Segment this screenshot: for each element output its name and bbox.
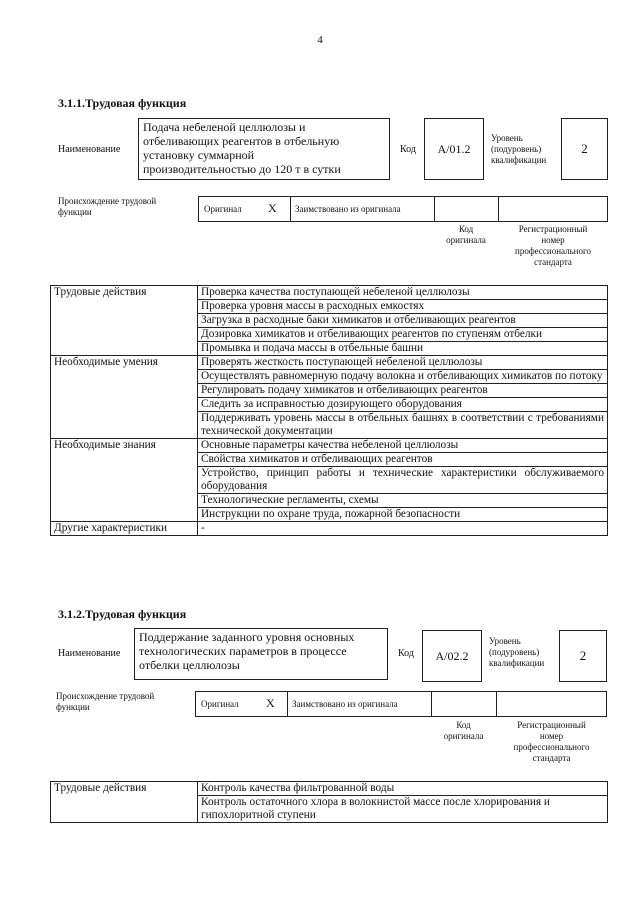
knowledge-item: Основные параметры качества небеленой целлюлозы xyxy=(198,439,608,453)
origin-row-1 xyxy=(198,196,608,222)
code-original-label-1 xyxy=(434,224,498,246)
actions-label-2: Трудовые действия xyxy=(51,782,198,823)
function-table-1 xyxy=(50,285,608,536)
code-orig-line: Код xyxy=(456,720,471,730)
code-orig-line: Код xyxy=(458,224,474,234)
reg-num-line: Регистрационный xyxy=(518,224,588,234)
name-label-1: Наименование xyxy=(58,144,121,155)
skill-item: Проверять жесткость поступающей небеленой целлюлозы xyxy=(198,356,608,370)
action-item: Контроль качества фильтрованной воды xyxy=(198,782,608,796)
level-box-1 xyxy=(561,118,608,180)
actions-label-1: Трудовые действия xyxy=(51,286,198,356)
code-orig-line: оригинала xyxy=(443,731,484,741)
original-label-1: Оригинал xyxy=(204,204,242,214)
origin-label-line: функции xyxy=(56,702,90,712)
reg-num-line: стандарта xyxy=(532,753,571,763)
code-original-label-2 xyxy=(431,720,496,742)
level-label-line: квалификации xyxy=(489,658,545,668)
reg-num-line: номер xyxy=(541,235,565,245)
name-line: производительностью до 120 т в сутки xyxy=(143,162,341,176)
reg-num-line: номер xyxy=(539,731,564,741)
name-line: установку суммарной xyxy=(143,148,255,162)
reg-num-line: Регистрационный xyxy=(517,720,586,730)
function-code-1: A/01.2 xyxy=(437,141,471,156)
name-line: Подача небеленой целлюлозы и xyxy=(143,120,306,134)
level-label-line: квалификации xyxy=(491,155,547,165)
function-title-1: 3.1.1.Трудовая функция xyxy=(58,96,187,110)
function-name-box-1 xyxy=(138,118,390,180)
skill-item: Регулировать подачу химикатов и отбеливающих реагентов xyxy=(198,384,608,398)
name-line: технологических параметров в процессе xyxy=(139,644,347,658)
function-name-box-2 xyxy=(134,628,388,680)
borrowed-label-1: Заимствовано из оригинала xyxy=(295,204,401,214)
reg-num-line: стандарта xyxy=(534,257,572,267)
code-label-2: Код xyxy=(398,648,414,659)
level-label-2 xyxy=(489,636,544,669)
action-item: Загрузка в расходные баки химикатов и отбеливающих реагентов xyxy=(198,314,608,328)
code-label-1: Код xyxy=(400,144,416,155)
level-value-1: 2 xyxy=(581,141,588,156)
level-value-2: 2 xyxy=(579,648,587,663)
name-line: отбеливающих реагентов в отбельную xyxy=(143,134,340,148)
origin-label-line: Происхождение трудовой xyxy=(58,196,157,206)
original-label-2: Оригинал xyxy=(201,699,239,709)
page-number: 4 xyxy=(317,34,323,46)
borrowed-label-2: Заимствовано из оригинала xyxy=(292,699,398,709)
reg-num-line: профессионального xyxy=(515,246,591,256)
skill-item: Следить за исправностью дозирующего оборудования xyxy=(198,398,608,412)
knowledge-item: Свойства химикатов и отбеливающих реагентов xyxy=(198,453,608,467)
function-table-2 xyxy=(50,781,608,823)
skills-label-1: Необходимые умения xyxy=(51,356,198,439)
reg-num-line: профессионального xyxy=(513,742,590,752)
action-item: Проверка уровня массы в расходных емкостях xyxy=(198,300,608,314)
skill-item: Поддерживать уровень массы в отбельных башнях в соответствии с требованиями технической документации xyxy=(198,412,608,439)
function-title-2: 3.1.2.Трудовая функция xyxy=(58,607,187,621)
action-item: Проверка качества поступающей небеленой целлюлозы xyxy=(198,286,608,300)
level-label-line: Уровень xyxy=(491,133,523,143)
original-mark-1: X xyxy=(268,201,277,215)
knowledge-item: Устройство, принцип работы и технические характеристики обслуживаемого оборудования xyxy=(198,467,608,494)
reg-number-label-2 xyxy=(496,720,607,764)
original-mark-2: X xyxy=(266,696,275,710)
code-box-1 xyxy=(424,118,484,180)
level-label-line: (подуровень) xyxy=(491,144,542,154)
origin-label-2 xyxy=(56,691,154,713)
code-orig-line: оригинала xyxy=(446,235,486,245)
reg-number-label-1 xyxy=(498,224,608,268)
origin-label-line: функции xyxy=(58,207,92,217)
origin-row-2 xyxy=(195,691,607,717)
level-label-line: (подуровень) xyxy=(489,647,540,657)
knowledge-item: Технологические регламенты, схемы xyxy=(198,494,608,508)
origin-label-1 xyxy=(58,196,156,218)
level-box-2 xyxy=(559,630,607,682)
action-item: Промывка и подача массы в отбельные башни xyxy=(198,342,608,356)
origin-label-line: Происхождение трудовой xyxy=(56,691,155,701)
level-label-line: Уровень xyxy=(489,636,521,646)
other-label-1: Другие характеристики xyxy=(51,522,198,536)
skill-item: Осуществлять равномерную подачу волокна и отбеливающих химикатов по потоку xyxy=(198,370,608,384)
knowledge-label-1: Необходимые знания xyxy=(51,439,198,522)
name-line: отбелки целлюлозы xyxy=(139,658,240,672)
level-label-1 xyxy=(491,133,546,166)
action-item: Контроль остаточного хлора в волокнистой массе после хлорирования и гипохлоритной ступени xyxy=(198,796,608,823)
other-value-1: - xyxy=(198,522,608,536)
name-line: Поддержание заданного уровня основных xyxy=(139,630,355,644)
knowledge-item: Инструкции по охране труда, пожарной безопасности xyxy=(198,508,608,522)
action-item: Дозировка химикатов и отбеливающих реагентов по ступеням отбелки xyxy=(198,328,608,342)
function-code-2: A/02.2 xyxy=(435,648,469,663)
name-label-2: Наименование xyxy=(58,648,121,659)
code-box-2 xyxy=(422,630,482,682)
